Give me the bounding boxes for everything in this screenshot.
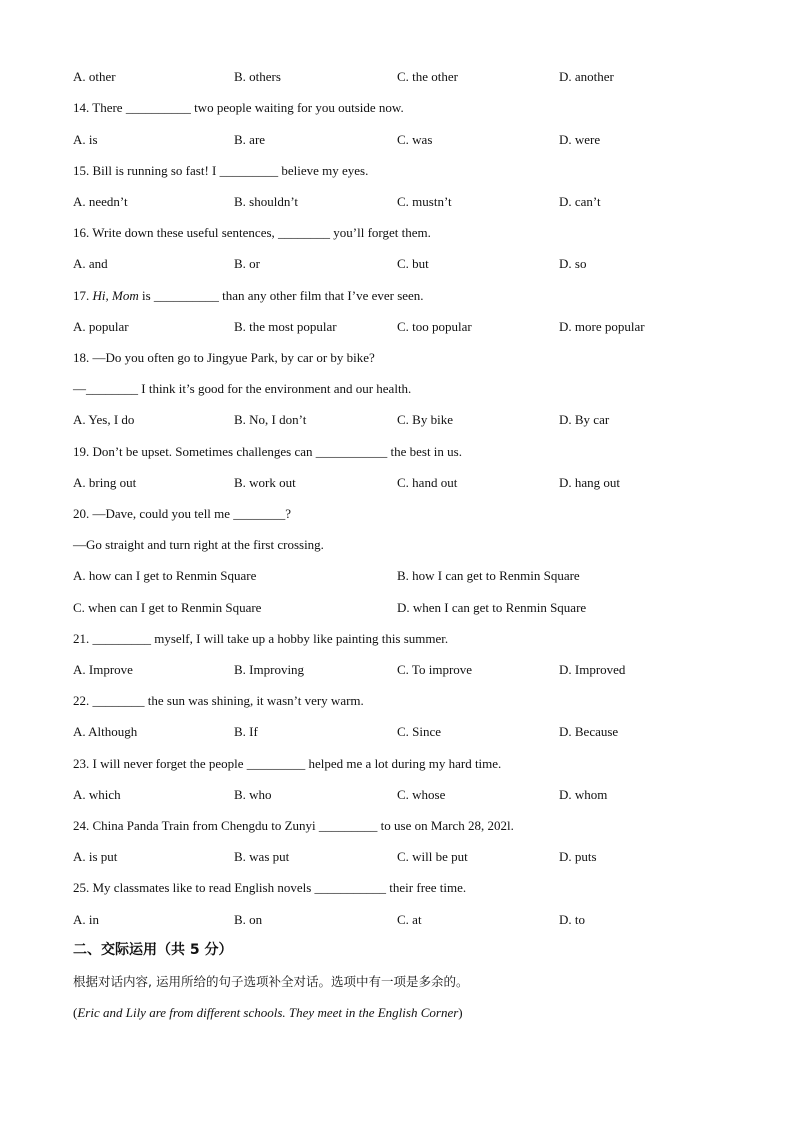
q14-option-c: C. was (397, 132, 433, 147)
q24-option-a: A. is put (73, 849, 118, 864)
q25-option-c: C. at (397, 912, 422, 927)
q13-option-a: A. other (73, 69, 116, 84)
q16-option-c: C. but (397, 256, 429, 271)
q25-stem: 25. My classmates like to read English novels ___________ their free time. (73, 880, 467, 895)
q16-option-a: A. and (73, 256, 108, 271)
q21-option-c: C. To improve (397, 662, 473, 677)
q18-option-b: B. No, I don’t (234, 412, 307, 427)
q13-option-b: B. others (234, 69, 281, 84)
q15-option-c: C. mustn’t (397, 194, 452, 209)
q23-option-c: C. whose (397, 787, 446, 802)
q20-option-b: B. how I can get to Renmin Square (397, 568, 580, 583)
q19-option-b: B. work out (234, 475, 296, 490)
q18-option-d: D. By car (559, 412, 610, 427)
q21-stem: 21. _________ myself, I will take up a hobby like painting this summer. (73, 631, 449, 646)
q20-option-d: D. when I can get to Renmin Square (397, 600, 587, 615)
q18-option-c: C. By bike (397, 412, 453, 427)
section2-instruction: 根据对话内容, 运用所给的句子选项补全对话。选项中有一项是多余的。 (73, 974, 469, 989)
q14-option-b: B. are (234, 132, 266, 147)
q23-option-a: A. which (73, 787, 121, 802)
q15-option-d: D. can’t (559, 194, 601, 209)
q17-number: 17. (73, 288, 93, 303)
q19-stem: 19. Don’t be upset. Sometimes challenges can ___________ the best in us. (73, 444, 462, 459)
q22-option-c: C. Since (397, 724, 442, 739)
q22-option-d: D. Because (559, 724, 619, 739)
q21-option-a: A. Improve (73, 662, 133, 677)
q25-option-b: B. on (234, 912, 263, 927)
q21-option-b: B. Improving (234, 662, 305, 677)
section2-heading: 二、交际运用（共 5 分） (73, 942, 233, 958)
context-close-paren: ) (458, 1005, 463, 1020)
q22-option-b: B. If (234, 724, 258, 739)
q15-option-b: B. shouldn’t (234, 194, 299, 209)
q23-option-d: D. whom (559, 787, 608, 802)
q14-option-d: D. were (559, 132, 601, 147)
q17-film-title: Hi, Mom (92, 288, 139, 303)
q21-option-d: D. Improved (559, 662, 626, 677)
q24-option-b: B. was put (234, 849, 290, 864)
q13-option-c: C. the other (397, 69, 459, 84)
q18-stem: 18. —Do you often go to Jingyue Park, by car or by bike? (73, 350, 375, 365)
q16-stem: 16. Write down these useful sentences, ________ you’ll forget them. (73, 225, 431, 240)
q17-option-b: B. the most popular (234, 319, 337, 334)
context-text: Eric and Lily are from different schools. They meet in the English Corner (77, 1005, 459, 1020)
q17-option-c: C. too popular (397, 319, 472, 334)
q18-option-a: A. Yes, I do (73, 412, 135, 427)
q20-option-c: C. when can I get to Renmin Square (73, 600, 262, 615)
q23-option-b: B. who (234, 787, 272, 802)
q17-stem (73, 288, 424, 304)
q13-option-d: D. another (559, 69, 614, 84)
q19-option-a: A. bring out (73, 475, 137, 490)
q22-stem: 22. ________ the sun was shining, it wasn’t very warm. (73, 693, 364, 708)
q20-reply: —Go straight and turn right at the first crossing. (73, 537, 324, 552)
section2-context (73, 1005, 463, 1021)
q15-option-a: A. needn’t (73, 194, 128, 209)
q16-option-b: B. or (234, 256, 260, 271)
q17-option-d: D. more popular (559, 319, 645, 334)
q20-stem: 20. —Dave, could you tell me ________? (73, 506, 292, 521)
q16-option-d: D. so (559, 256, 587, 271)
q14-stem: 14. There __________ two people waiting for you outside now. (73, 100, 404, 115)
q24-option-d: D. puts (559, 849, 597, 864)
q22-option-a: A. Although (73, 724, 138, 739)
q24-option-c: C. will be put (397, 849, 468, 864)
q25-option-a: A. in (73, 912, 99, 927)
q19-option-d: D. hang out (559, 475, 621, 490)
q17-stem-rest: is __________ than any other film that I’ve ever seen. (138, 288, 424, 303)
q18-reply: —________ I think it’s good for the environment and our health. (73, 381, 412, 396)
q24-stem: 24. China Panda Train from Chengdu to Zunyi _________ to use on March 28, 202l. (73, 818, 514, 833)
q19-option-c: C. hand out (397, 475, 458, 490)
q20-option-a: A. how can I get to Renmin Square (73, 568, 257, 583)
q23-stem: 23. I will never forget the people _________ helped me a lot during my hard time. (73, 756, 502, 771)
q15-stem: 15. Bill is running so fast! I _________ believe my eyes. (73, 163, 369, 178)
q25-option-d: D. to (559, 912, 585, 927)
context-open-paren: ( (73, 1005, 78, 1020)
q17-option-a: A. popular (73, 319, 129, 334)
q14-option-a: A. is (73, 132, 98, 147)
